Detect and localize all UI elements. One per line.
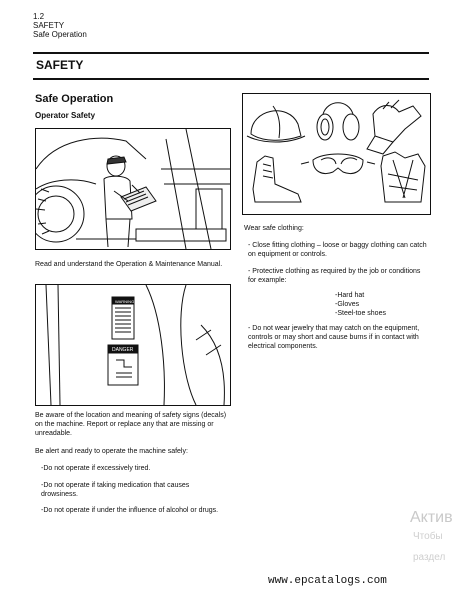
page-subheading: Operator Safety: [35, 111, 96, 120]
alert-intro-text: Be alert and ready to operate the machine safely:: [35, 448, 188, 455]
protective-equipment-illustration: [242, 93, 431, 215]
read-manual-text: Read and understand the Operation & Maintenance Manual.: [35, 261, 223, 268]
decal-warning-label: WARNING: [115, 299, 135, 304]
watermark-line: Чтобы: [413, 531, 443, 542]
alert-item: -Do not operate if excessively tired.: [41, 465, 151, 472]
safety-decals-illustration: [35, 284, 231, 406]
footer-url[interactable]: www.epcatalogs.com: [268, 575, 387, 587]
page-number: 1.2: [33, 12, 45, 21]
equipment-sub-item: -Hard hat: [335, 292, 365, 299]
equipment-sub-item: -Gloves: [335, 301, 360, 308]
watermark-line: раздел: [413, 552, 446, 563]
header-topic: Safe Operation: [33, 30, 87, 39]
decal-danger-label: DANGER: [112, 347, 134, 353]
watermark-line: Актив: [410, 509, 453, 526]
clothing-item: - Do not wear jewelry that may catch on the equipment, controls or may short and cause burns if in contact with electrical components.: [248, 325, 420, 350]
header-chapter: SAFETY: [33, 21, 65, 30]
equipment-sub-item: -Steel-toe shoes: [335, 310, 386, 317]
section-title: SAFETY: [36, 58, 84, 72]
clothing-item: - Close fitting clothing – loose or baggy clothing can catch on equipment or controls.: [248, 242, 427, 258]
operator-reading-manual-illustration: [35, 128, 231, 250]
section-title-bar: [33, 52, 429, 80]
alert-item: -Do not operate if under the influence of alcohol or drugs.: [41, 507, 219, 514]
clothing-item: - Protective clothing as required by the job or conditions for example:: [248, 268, 421, 284]
wear-clothing-text: Wear safe clothing:: [244, 225, 304, 232]
safety-signs-text: Be aware of the location and meaning of safety signs (decals) on the machine. Report or replace any that are missing or unreadable.: [35, 412, 227, 437]
alert-item: -Do not operate if taking medication that causes drowsiness.: [41, 482, 190, 498]
page-heading: Safe Operation: [35, 93, 114, 105]
